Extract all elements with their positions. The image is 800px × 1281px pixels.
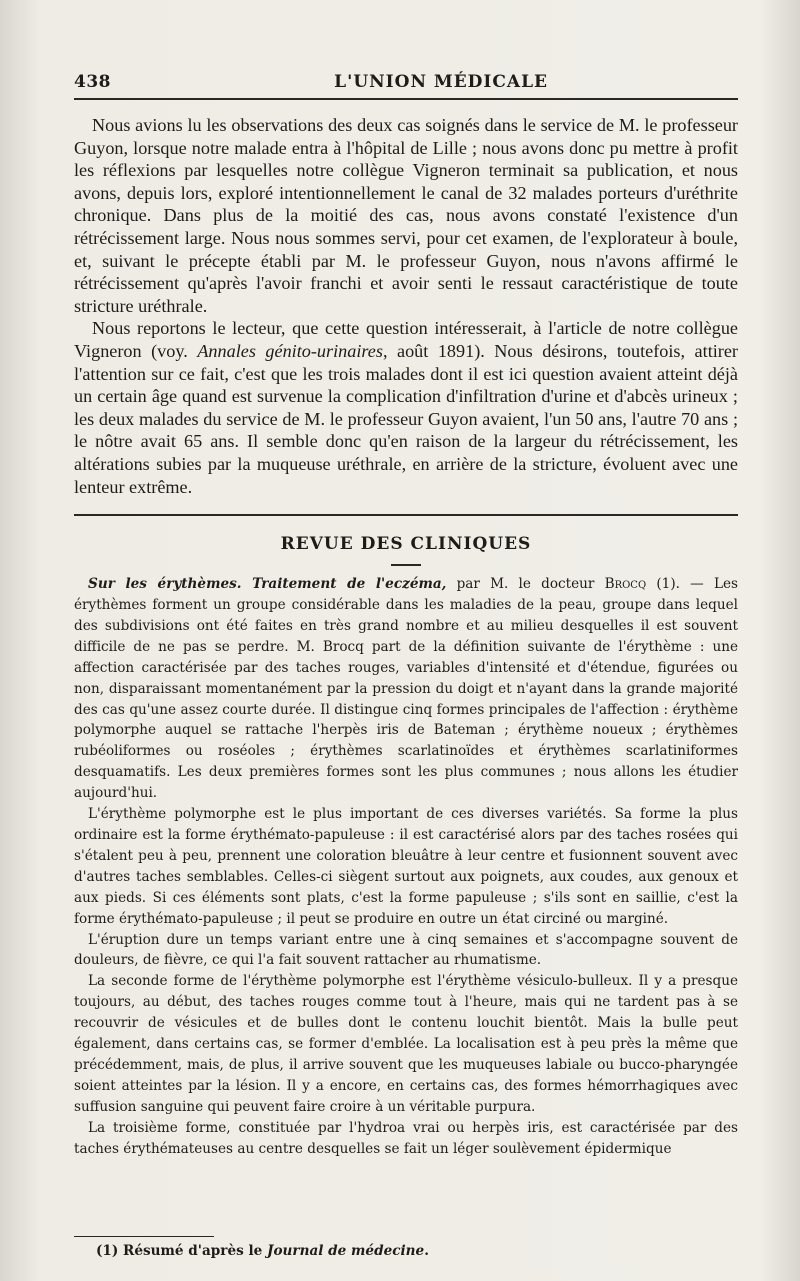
- clinic-review-body: [74, 574, 738, 1159]
- text-run: par M. le docteur: [446, 576, 605, 593]
- page-number: 438: [74, 72, 111, 92]
- article-body: [74, 114, 738, 498]
- running-title: L'UNION MÉDICALE: [334, 72, 548, 92]
- text-run: , août 1891). Nous désirons, toutefois, attirer l'attention sur ce fait, c'est que les trois malades dont il est ici question avaient atteint déjà un certain âge quand est survenue la complication d'infiltration d'urine et d'abcès urineux ; les deux malades du service de M. le professeur Guyon avaient, l'un 50 ans, l'autre 70 ans ; le nôtre avait 65 ans. Il semble donc qu'en raison de la largeur du rétrécissement, les altérations subies par la muqueuse uréthrale, en arrière de la stricture, évoluent avec une lenteur extrême.: [74, 340, 738, 497]
- article-paragraph: Nous avions lu les observations des deux cas soignés dans le service de M. le professeur Guyon, lorsque notre malade entra à l'hôpital de Lille ; nous avons donc pu mettre à profit les réflexions par lesquelles notre collègue Vigneron terminait sa publication, et nous avons, depuis lors, exploré intentionnellement le canal de 32 malades porteurs d'uréthrite chronique. Dans plus de la moitié des cas, nous avons constaté l'existence d'un rétrécissement large. Nous nous sommes servi, pour cet examen, de l'explorateur à boule, et, suivant le précepte établi par M. le professeur Guyon, nous n'avons affirmé le rétrécissement qu'après l'avoir franchi et avoir senti le ressaut caractéristique de toute stricture uréthrale.: [74, 115, 738, 316]
- review-paragraph: La troisième forme, constituée par l'hydroa vrai ou herpès iris, est caractérisée par des taches érythémateuses au centre desquelles se fait un léger soulèvement épidermique: [74, 1119, 738, 1157]
- journal-title: Annales génito-urinaires: [197, 340, 383, 361]
- footnote-end: .: [424, 1243, 429, 1259]
- section-separator: [74, 514, 738, 516]
- footnote-rule: [74, 1236, 214, 1237]
- header-rule: [74, 98, 738, 100]
- page-header: [74, 62, 738, 92]
- article-paragraph: [74, 317, 738, 498]
- footnote: [96, 1243, 429, 1259]
- text-run: Les érythèmes forment un groupe considérable dans les maladies de la peau, groupe dans lequel des subdivisions ont été faites en très grand nombre et au milieu desquelles il est souvent difficile de ne pas se perdre. M. Brocq part de la définition suivante de l'érythème : une affection caractérisée par des taches rouges, variables d'intensité et d'étendue, figurées ou non, disparaissant momentanément par la pression du doigt et n'ayant dans la grande majorité des cas qu'une assez courte durée. Il distingue cinq formes principales de l'affection : érythème polymorphe auquel se rattache l'herpès iris de Bateman ; érythème noueux ; érythèmes rubéoliformes ou roséoles ; érythèmes scarlatinoïdes et érythèmes scarlatiniformes desquamatifs. Les deux premières formes sont les plus communes ; nous allons les étudier aujourd'hui.: [74, 576, 738, 802]
- title-rule: [391, 564, 421, 566]
- section-title: REVUE DES CLINIQUES: [280, 534, 532, 555]
- footnote-ref: (1). —: [646, 576, 714, 593]
- text-run: Nous reportons le lecteur, que cette question intéresserait, à l'article de notre collègue Vigneron (voy.: [74, 318, 738, 361]
- review-paragraph: L'éruption dure un temps variant entre une à cinq semaines et s'accompagne souvent de douleurs, de fièvre, ce qui l'a fait souvent rattacher au rhumatisme.: [74, 931, 738, 969]
- footnote-marker: (1) Résumé d'après le: [96, 1243, 268, 1259]
- footnote-journal: Journal de médecine: [267, 1243, 425, 1259]
- author-name: Brocq: [604, 576, 647, 593]
- review-heading: Sur les érythèmes. Traitement de l'eczéma,: [88, 576, 447, 593]
- review-paragraph: [74, 574, 738, 804]
- review-paragraph: La seconde forme de l'érythème polymorphe est l'érythème vésiculo-bulleux. Il y a presque toujours, au début, des taches rouges comme tout à l'heure, mais qui ne tardent pas à se recouvrir de vésicules et de bulles dont le contenu louchit bientôt. Mais la bulle peut également, dans certains cas, se former d'emblée. La localisation est à peu près la même que précédemment, mais, de plus, il arrive souvent que les muqueuses labiale ou bucco-pharyngée soient atteintes par la lésion. Il y a encore, en certains cas, des formes hémorrhagiques avec suffusion sanguine qui peuvent faire croire à un véritable purpura.: [74, 973, 738, 1115]
- review-paragraph: L'érythème polymorphe est le plus important de ces diverses variétés. Sa forme la plus ordinaire est la forme érythémato-papuleuse : il est caractérisé alors par des taches rosées qui s'étalent peu à peu, prennent une coloration bleuâtre à leur centre et fusionnent souvent avec d'autres taches semblables. Celles-ci siègent surtout aux poignets, aux coudes, aux genoux et aux pieds. Si ces éléments sont plats, c'est la forme papuleuse ; s'ils sont en saillie, c'est la forme érythémato-papuleuse ; il peut se produire en outre un état circiné ou marginé.: [74, 806, 738, 927]
